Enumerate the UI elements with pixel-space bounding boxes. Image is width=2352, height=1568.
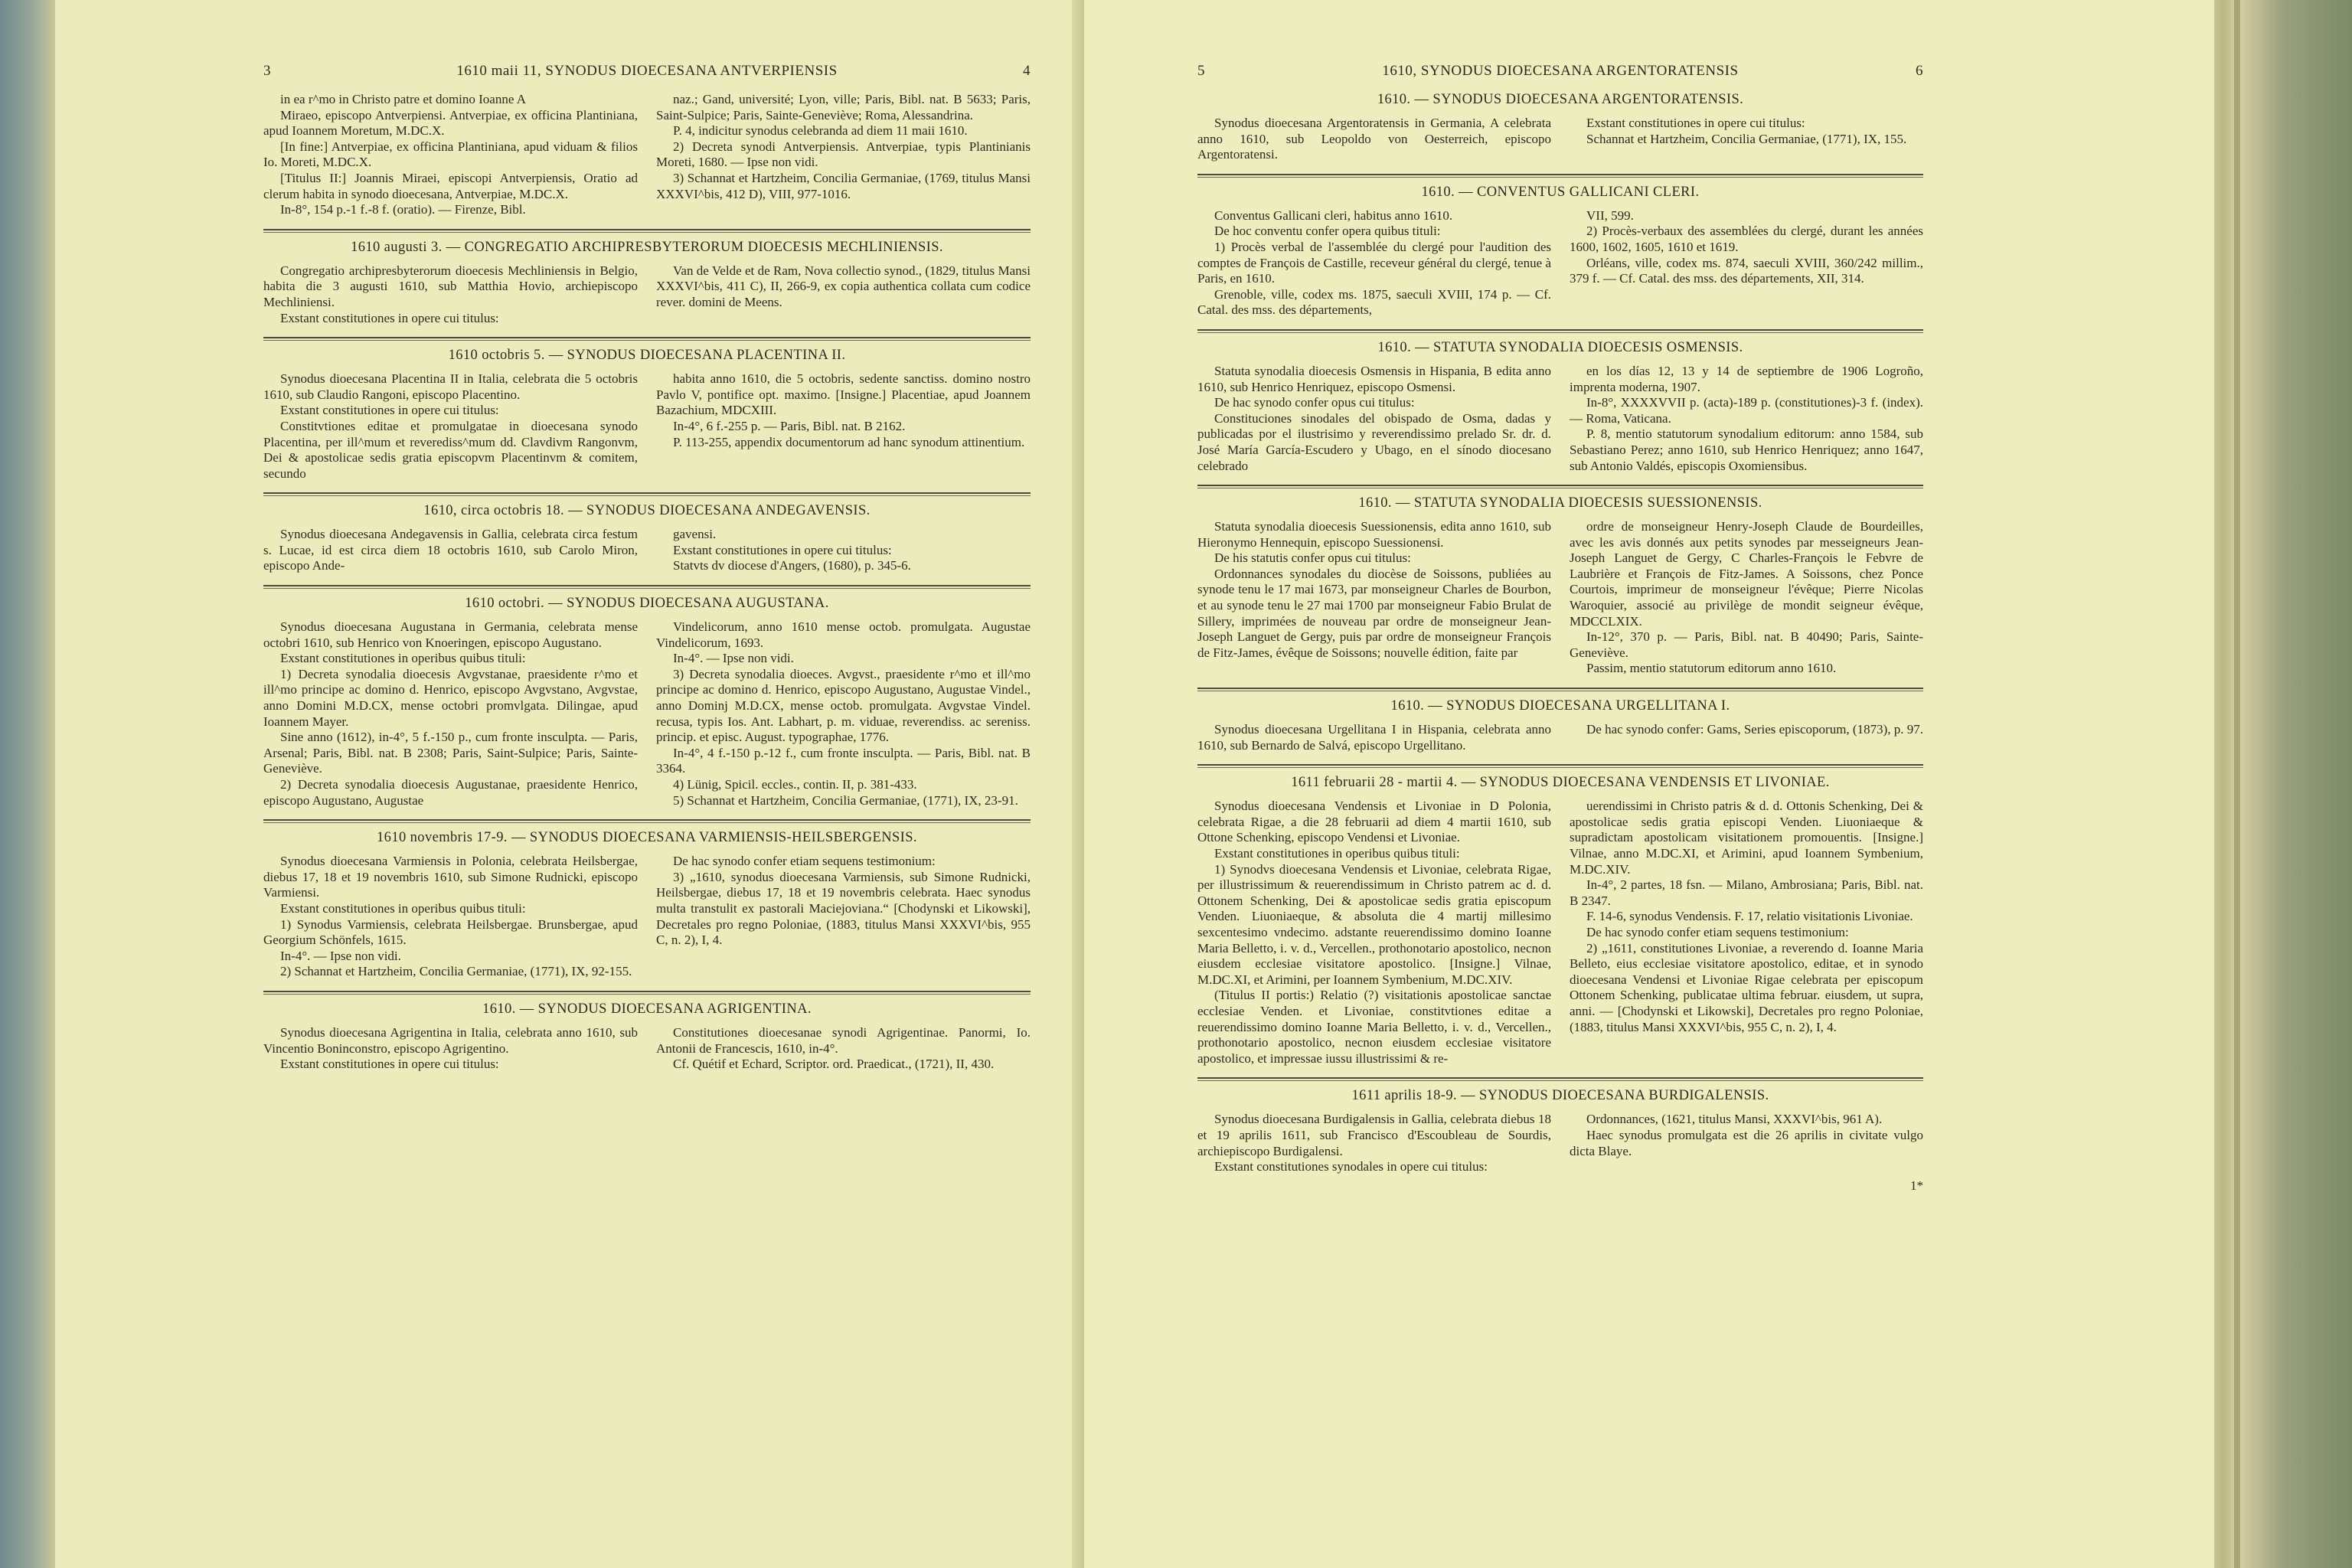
paragraph: Conventus Gallicani cleri, habitus anno 1610.	[1214, 207, 1453, 223]
paragraph: In-4°. — Ipse non vidi.	[673, 651, 794, 666]
paragraph: habita anno 1610, die 5 octobris, sedente sanctiss. domino nostro Pavlo V, pontifice opt. maximo. [Insigne.] Placentiae, apud Joannem Bazachium, MDCXIII.	[656, 371, 1031, 418]
text-column	[263, 527, 638, 574]
paragraph: Miraeo, episcopo Antverpiensi. Antverpiae, ex officina Plantiniana, apud Ioannem Moretum, M.DC.X.	[263, 107, 638, 139]
paragraph: De hac synodo confer etiam sequens testimonium:	[1586, 924, 1849, 939]
paragraph: Orléans, ville, codex ms. 874, saeculi XVIII, 360/242 millim., 379 f. — Cf. Catal. des mss. des départements, XII, 314.	[1570, 255, 1923, 286]
text-column	[656, 263, 1031, 326]
text-column	[1197, 799, 1551, 1067]
paragraph: P. 113-255, appendix documentorum ad hanc synodum attinentium.	[673, 434, 1025, 449]
paragraph: 2) Procès-verbaux des assemblées du clergé, durant les années 1600, 1602, 1605, 1610 et 1619.	[1570, 224, 1923, 254]
entry-section	[263, 229, 1031, 326]
entry-section	[1197, 329, 1923, 474]
entry-columns	[1197, 519, 1923, 677]
page-number: 4	[1023, 63, 1031, 79]
paragraph: De hac synodo confer etiam sequens testimonium:	[673, 854, 936, 869]
paragraph: naz.; Gand, université; Lyon, ville; Paris, Bibl. nat. B 5633; Paris, Saint-Sulpice; Paris, Sainte-Geneviève; Roma, Alessandrina.	[656, 92, 1031, 122]
text-column	[1570, 364, 1923, 474]
entry-heading: 1610 novembris 17-9. — SYNODUS DIOECESANA VARMIENSIS-HEILSBERGENSIS.	[377, 830, 917, 846]
paragraph: In-4°, 4 f.-150 p.-12 f., cum fronte insculpta. — Paris, Bibl. nat. B 3364.	[656, 745, 1031, 776]
paragraph: VII, 599.	[1586, 207, 1634, 223]
paragraph: Exstant constitutiones in opere cui titulus:	[280, 403, 499, 418]
paragraph: en los días 12, 13 y 14 de septiembre de 1906 Logroño, imprenta moderna, 1907.	[1570, 363, 1923, 394]
book-right-edge	[2214, 0, 2352, 1568]
entry-heading: 1610. — SYNODUS DIOECESANA ARGENTORATENSIS.	[1377, 92, 1744, 107]
text-column	[1570, 799, 1923, 1067]
paragraph: In-4°. — Ipse non vidi.	[280, 948, 401, 963]
paragraph: Statvts dv diocese d'Angers, (1680), p. 345-6.	[673, 558, 911, 573]
entry-section	[1197, 1077, 1923, 1174]
paragraph: ordre de monseigneur Henry-Joseph Claude de Bourdeilles, avec les avis donnés aux petits synodes par messeigneurs Jean-Joseph Languet de Gergy, C Charles-François le Febvre de Laubrière et François de Fitz-James. A Soissons, chez Ponce Courtois, imprimeur de monseigneur l'évêque; Pierre Nicolas Waroquier, associé au privilège de mondit seigneur évêque, MDCCLXIX.	[1570, 519, 1923, 629]
page-number: 3	[263, 63, 271, 79]
paragraph: 1) Synodus Varmiensis, celebrata Heilsbergae. Brunsbergae, apud Georgium Schönfels, 1615.	[263, 916, 638, 948]
text-column	[1197, 364, 1551, 474]
paragraph: 2) „1611, constitutiones Livoniae, a reverendo d. Ioanne Maria Belleto, eius ecclesiae visitatore apostolico, editae, et in synodo dioecesana Vendensi et Livoniae Rigae celebrata per episcopum Ottonem Schenking, publicatae ultima februar. eiusdem, ut supra, anni. — [Chodynski et Likowski], Decretales pro regno Poloniae, (1883, titulus Mansi XXXVI^bis, 955 C, n. 2), I, 4.	[1570, 940, 1923, 1034]
entry-heading: 1611 februarii 28 - martii 4. — SYNODUS DIOECESANA VENDENSIS ET LIVONIAE.	[1291, 775, 1830, 791]
paragraph: Passim, mentio statutorum editorum anno 1610.	[1586, 661, 1837, 676]
paragraph: De hac synodo confer: Gams, Series episcoporum, (1873), p. 97.	[1586, 722, 1924, 737]
paragraph: De his statutis confer opus cui titulus:	[1214, 550, 1411, 566]
text-column	[1197, 1112, 1551, 1174]
signature-mark: 1*	[1910, 1178, 1923, 1193]
paragraph: [In fine:] Antverpiae, ex officina Plantiniana, apud viduam & filios Io. Moreti, M.DC.X.	[263, 139, 638, 170]
paragraph: In-8°, 154 p.-1 f.-8 f. (oratio). — Firenze, Bibl.	[280, 202, 526, 217]
entry-columns	[1197, 722, 1923, 753]
entry-columns	[263, 854, 1031, 980]
paragraph: gavensi.	[673, 527, 717, 542]
paragraph: in ea r^mo in Christo patre et domino Ioanne A	[280, 92, 526, 106]
entry-heading: 1611 aprilis 18-9. — SYNODUS DIOECESANA BURDIGALENSIS.	[1351, 1088, 1769, 1104]
text-column	[263, 263, 638, 326]
paragraph: De hac synodo confer opus cui titulus:	[1214, 395, 1415, 410]
entry-section	[263, 819, 1031, 980]
right-page	[1084, 0, 2214, 1568]
text-column	[1570, 116, 1923, 163]
paragraph: 3) Decreta synodalia dioeces. Avgvst., praesidente r^mo et ill^mo principe ac domino d. Henrico, episcopo Augustano, Augustae Vindel., anno Dominj M.D.CX, mense octob. promulgata. Avgvstae Vindel. recusa, typis Ios. Ant. Labhart, p. m. viduae, reverendiss. ac sereniss. princip. et episc. August. typographae, 1776.	[656, 666, 1031, 745]
text-column	[263, 619, 638, 808]
paragraph: 1) Synodvs dioecesana Vendensis et Livoniae, celebrata Rigae, per illustrissimum & reuerendissimum in Christo patrem ac d. d. Ottonem Schenking, Dei & apostolicae sedis gratia episcopum Venden. Liuoniaeque, & absoluta die 4 martij millesimo sexcentesimo vndecimo. adstante reuerendissimo domino Ioanne Maria Belletto, i. v. d., Vercellen., prothonotario apostolico, necnon eiusdem ecclesiae visitatore apostolico. [Insigne.] Vilnae, M.DC.XI, et Arimini, per Ioannem Symbenium, M.DC.XIV.	[1197, 861, 1551, 987]
paragraph: 3) „1610, synodus dioecesana Varmiensis, sub Simone Rudnicki, Heilsbergae, diebus 17, 18 et 19 novembris celebrata. Haec synodus multa transtulit ex pastorali Maciejoviana.“ [Chodynski et Likowski], Decretales pro regno Poloniae, (1883, titulus Mansi XXXVI^bis, 955 C, n. 2), I, 4.	[656, 869, 1031, 948]
paragraph: De hoc conventu confer opera quibus tituli:	[1214, 224, 1441, 239]
paragraph: 1) Decreta synodalia dioecesis Avgvstanae, praesidente r^mo et ill^mo principe ac domino d. Henrico, episcopo Avgvstano, Avgvstae, anno Domini M.D.CX, mense octobri promvlgata. Dilingae, apud Ioannem Mayer.	[263, 666, 638, 729]
entry-section	[1197, 92, 1923, 163]
paragraph: In-4°, 2 partes, 18 fsn. — Milano, Ambrosiana; Paris, Bibl. nat. B 2347.	[1570, 877, 1923, 908]
text-column	[1570, 519, 1923, 677]
entry-section	[263, 492, 1031, 574]
text-column	[656, 854, 1031, 980]
running-head	[263, 63, 1031, 80]
paragraph: Exstant constitutiones synodales in opere cui titulus:	[1214, 1159, 1488, 1174]
entry-heading: 1610. — STATUTA SYNODALIA DIOECESIS SUESSIONENSIS.	[1358, 495, 1762, 511]
entry-section	[263, 92, 1031, 218]
paragraph: Synodus dioecesana Vendensis et Livoniae in D Polonia, celebrata Rigae, a die 28 februarii ad diem 4 martii 1610, sub Ottone Schenking, episcopo Vendensi et Livoniae.	[1197, 799, 1551, 845]
paragraph: Congregatio archipresbyterorum dioecesis Mechliniensis in Belgio, habita die 3 augusti 1610, sub Matthia Hovio, archiepiscopo Mechliniensi.	[263, 263, 638, 309]
paragraph: uerendissimi in Christo patris & d. d. Ottonis Schenking, Dei & apostolicae sedis gratia episcopi Venden. Liuoniaeque & supradictam apostolicam visitationem promouentis. [Insigne.] Vilnae, anno M.DC.XI, et Arimini, apud Ioannem Symbenium, M.DC.XIV.	[1570, 799, 1923, 877]
entry-section	[1197, 764, 1923, 1067]
paragraph: Synodus dioecesana Varmiensis in Polonia, celebrata Heilsbergae, diebus 17, 18 et 19 novembris 1610, sub Simone Rudnicki, episcopo Varmiensi.	[263, 854, 638, 900]
paragraph: Synodus dioecesana Augustana in Germania, celebrata mense octobri 1610, sub Henrico von Knoeringen, episcopo Augustano.	[263, 619, 638, 650]
paragraph: Exstant constitutiones in opere cui titulus:	[280, 1057, 499, 1072]
paragraph: F. 14-6, synodus Vendensis. F. 17, relatio visitationis Livoniae.	[1586, 909, 1913, 924]
paragraph: Exstant constitutiones in operibus quibus tituli:	[280, 651, 526, 666]
paragraph: Schannat et Hartzheim, Concilia Germaniae, (1771), IX, 155.	[1586, 131, 1907, 146]
paragraph: 2) Decreta synodalia dioecesis Augustanae, praesidente Henrico, episcopo Augustano, Augustae	[263, 777, 638, 808]
paragraph: Exstant constitutiones in opere cui titulus:	[1586, 116, 1805, 130]
paragraph: Exstant constitutiones in operibus quibus tituli:	[280, 900, 526, 916]
paragraph: Synodus dioecesana Argentoratensis in Germania, A celebrata anno 1610, sub Leopoldo von Oesterreich, episcopo Argentoratensi.	[1197, 116, 1551, 162]
paragraph: Exstant constitutiones in opere cui titulus:	[280, 310, 499, 325]
text-column	[656, 1025, 1031, 1073]
text-column	[263, 371, 638, 482]
book-left-edge	[0, 0, 55, 1568]
entry-columns	[1197, 799, 1923, 1067]
entry-heading: 1610. — SYNODUS DIOECESANA AGRIGENTINA.	[482, 1001, 812, 1017]
paragraph: Sine anno (1612), in-4°, 5 f.-150 p., cum fronte insculpta. — Paris, Arsenal; Paris, Bibl. nat. B 2308; Paris, Saint-Sulpice; Paris, Sainte-Geneviève.	[263, 730, 638, 776]
paragraph: 2) Schannat et Hartzheim, Concilia Germaniae, (1771), IX, 92-155.	[280, 964, 632, 979]
entry-columns	[1197, 116, 1923, 163]
paragraph: (Titulus II portis:) Relatio (?) visitationis apostolicae sanctae ecclesiae Venden. et Livoniae, constitvtiones editae a reuerendissimo domino Ioanne Maria Belletto, i. v. d., Vercellen., prothonotario apostolico, necnon eiusdem ecclesiae visitatore apostolico, et impressae iussu illustrissimi & re-	[1197, 988, 1551, 1066]
text-column	[656, 92, 1031, 218]
paragraph: Ordonnances synodales du diocèse de Soissons, publiées au synode tenu le 17 mai 1673, par monseigneur Charles de Bourbon, et au synode tenu le 27 mai 1700 par monseigneur Fabio Brulat de Sillery, imprimées de nouveau par ordre de monseigneur Jean-Joseph Languet de Gergy, puis par ordre de monseigneur François de Fitz-James, évêque de Soissons; nouvelle édition, faite par	[1197, 566, 1551, 660]
left-page	[55, 0, 1084, 1568]
paragraph: In-4°, 6 f.-255 p. — Paris, Bibl. nat. B 2162.	[673, 418, 906, 433]
running-head	[1197, 63, 1923, 80]
paragraph: Synodus dioecesana Agrigentina in Italia, celebrata anno 1610, sub Vincentio Boninconstro, episcopo Agrigentino.	[263, 1024, 638, 1056]
paragraph: Synodus dioecesana Urgellitana I in Hispania, celebrata anno 1610, sub Bernardo de Salvá, episcopo Urgellitano.	[1197, 722, 1551, 753]
text-column	[656, 619, 1031, 808]
paragraph: Statuta synodalia dioecesis Osmensis in Hispania, B edita anno 1610, sub Henrico Henriquez, episcopo Osmensi.	[1197, 363, 1551, 394]
entry-columns	[1197, 208, 1923, 318]
entries	[263, 92, 1031, 1073]
paragraph: Constitutiones dioecesanae synodi Agrigentinae. Panormi, Io. Antonii de Francescis, 1610, in-4°.	[656, 1024, 1031, 1056]
paragraph: Constituciones sinodales del obispado de Osma, dadas y publicadas por el ilustrisimo y reverendissimo prelado Sr. dr. d. José María García-Escudero y Ubago, en el sínodo diocesano celebrado	[1197, 410, 1551, 473]
text-column	[1197, 208, 1551, 318]
paragraph: 3) Schannat et Hartzheim, Concilia Germaniae, (1769, titulus Mansi XXXVI^bis, 412 D), VIII, 977-1016.	[656, 170, 1031, 201]
entry-columns	[263, 619, 1031, 808]
paragraph: Ordonnances, (1621, titulus Mansi, XXXVI^bis, 961 A).	[1586, 1112, 1883, 1127]
paragraph: Exstant constitutiones in opere cui titulus:	[673, 542, 892, 557]
page-number: 6	[1916, 63, 1923, 79]
paragraph: P. 8, mentio statutorum synodalium editorum: anno 1584, sub Sebastiano Perez; anno 1610, sub Henrico Henriquez; anno 1647, sub Antonio Valdés, episcopis Oxomiensibus.	[1570, 426, 1923, 473]
paragraph: Statuta synodalia dioecesis Suessionensis, edita anno 1610, sub Hieronymo Hennequin, episcopo Suessionensi.	[1197, 519, 1551, 550]
paragraph: Grenoble, ville, codex ms. 1875, saeculi XVIII, 174 p. — Cf. Catal. des mss. des départements,	[1197, 286, 1551, 318]
paragraph: [Titulus II:] Joannis Miraei, episcopi Antverpiensis, Oratio ad clerum habita in synodo dioecesana, Antverpiae, M.DC.X.	[263, 170, 638, 201]
paragraph: Haec synodus promulgata est die 26 aprilis in civitate vulgo dicta Blaye.	[1570, 1127, 1923, 1158]
entry-columns	[263, 92, 1031, 218]
text-column	[1570, 1112, 1923, 1174]
entries	[1197, 92, 1923, 1175]
entry-section	[263, 585, 1031, 808]
entry-section	[1197, 174, 1923, 318]
entry-heading: 1610 augusti 3. — CONGREGATIO ARCHIPRESBYTERORUM DIOECESIS MECHLINIENSIS.	[351, 239, 943, 255]
entry-heading: 1610. — STATUTA SYNODALIA DIOECESIS OSMENSIS.	[1377, 339, 1743, 355]
text-column	[1197, 722, 1551, 753]
paragraph: Constitvtiones editae et promulgatae in dioecesana synodo Placentina, per ill^mum et reverediss^mum dd. Clavdivm Rangonvm, Dei & apostolicae sedis gratia episcopvm Placentinvm & comitem, secundo	[263, 418, 638, 481]
paragraph: Van de Velde et de Ram, Nova collectio synod., (1829, titulus Mansi XXXVI^bis, 411 C), II, 266-9, ex copia authentica collata cum codice rever. domini de Meens.	[656, 263, 1031, 309]
page-number: 5	[1197, 63, 1205, 79]
entry-columns	[263, 263, 1031, 326]
text-column	[656, 371, 1031, 482]
paragraph: Synodus dioecesana Placentina II in Italia, celebrata die 5 octobris 1610, sub Claudio Rangoni, episcopo Placentino.	[263, 371, 638, 402]
paragraph: In-8°, XXXXVVII p. (acta)-189 p. (constitutiones)-3 f. (index). — Roma, Vaticana.	[1570, 395, 1923, 426]
paragraph: 2) Decreta synodi Antverpiensis. Antverpiae, typis Plantinianis Moreti, 1680. — Ipse non vidi.	[656, 139, 1031, 170]
text-column	[263, 854, 638, 980]
paragraph: P. 4, indicitur synodus celebranda ad diem 11 maii 1610.	[673, 123, 968, 139]
text-column	[1570, 722, 1923, 753]
entry-columns	[263, 527, 1031, 574]
paragraph: Synodus dioecesana Burdigalensis in Gallia, celebrata diebus 18 et 19 aprilis 1611, sub Francisco d'Escoubleau de Sourdis, archiepiscopo Burdigalensi.	[1197, 1112, 1551, 1158]
entry-columns	[1197, 1112, 1923, 1174]
running-head-title: 1610, SYNODUS DIOECESANA ARGENTORATENSIS	[1382, 63, 1739, 79]
paragraph: 1) Procès verbal de l'assemblée du clergé pour l'audition des comptes de François de Castille, receveur général du clergé, tenue à Paris, en 1610.	[1197, 239, 1551, 286]
paragraph: Cf. Quétif et Echard, Scriptor. ord. Praedicat., (1721), II, 430.	[673, 1057, 995, 1072]
running-head-title: 1610 maii 11, SYNODUS DIOECESANA ANTVERPIENSIS	[456, 63, 838, 79]
entry-heading: 1610 octobri. — SYNODUS DIOECESANA AUGUSTANA.	[465, 596, 829, 612]
paragraph: In-12°, 370 p. — Paris, Bibl. nat. B 40490; Paris, Sainte-Geneviève.	[1570, 629, 1923, 660]
text-column	[1570, 208, 1923, 318]
paragraph: Vindelicorum, anno 1610 mense octob. promulgata. Augustae Vindelicorum, 1693.	[656, 619, 1031, 650]
text-column	[263, 1025, 638, 1073]
entry-heading: 1610. — SYNODUS DIOECESANA URGELLITANA I.	[1390, 698, 1730, 714]
entry-columns	[1197, 364, 1923, 474]
entry-heading: 1610, circa octobris 18. — SYNODUS DIOECESANA ANDEGAVENSIS.	[423, 503, 871, 519]
text-column	[263, 92, 638, 218]
text-column	[1197, 519, 1551, 677]
text-column	[1197, 116, 1551, 163]
entry-heading: 1610. — CONVENTUS GALLICANI CLERI.	[1421, 184, 1700, 200]
entry-columns	[263, 1025, 1031, 1073]
entry-section	[1197, 485, 1923, 677]
paragraph: 5) Schannat et Hartzheim, Concilia Germaniae, (1771), IX, 23-91.	[673, 792, 1018, 808]
entry-section	[1197, 688, 1923, 753]
paragraph: 4) Lünig, Spicil. eccles., contin. II, p. 381-433.	[673, 777, 917, 792]
paragraph: Exstant constitutiones in operibus quibus tituli:	[1214, 846, 1460, 861]
entry-section	[263, 337, 1031, 482]
text-column	[656, 527, 1031, 574]
paragraph: Synodus dioecesana Andegavensis in Gallia, celebrata circa festum s. Lucae, id est circa diem 18 octobris 1610, sub Carolo Miron, episcopo Ande-	[263, 527, 638, 573]
entry-section	[263, 991, 1031, 1073]
entry-heading: 1610 octobris 5. — SYNODUS DIOECESANA PLACENTINA II.	[448, 348, 846, 364]
entry-columns	[263, 371, 1031, 482]
